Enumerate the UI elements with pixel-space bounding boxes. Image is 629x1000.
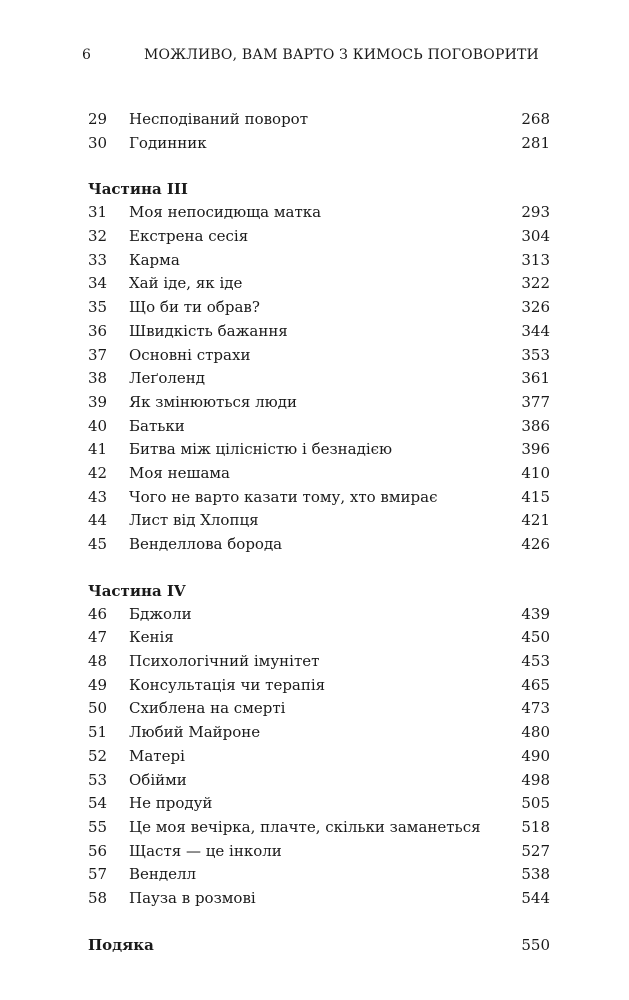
toc-entry <box>88 509 550 533</box>
toc-entry <box>88 626 550 650</box>
chapter-page: 505 <box>521 794 550 813</box>
chapter-title: Карма <box>129 250 180 269</box>
chapter-title: Хай іде, як іде <box>129 274 243 293</box>
acknowledgments-entry <box>88 933 550 957</box>
chapter-title: Моя непосидюща матка <box>129 203 322 222</box>
chapter-number: 34 <box>88 274 108 293</box>
chapter-number: 55 <box>88 817 108 836</box>
chapter-title: Швидкість бажання <box>129 321 288 340</box>
chapter-page: 473 <box>521 699 550 718</box>
chapter-title: Що би ти обрав? <box>129 298 260 317</box>
chapter-number: 32 <box>88 227 108 246</box>
toc-entry <box>88 674 550 698</box>
chapter-title: Консультація чи терапія <box>129 675 326 694</box>
table-of-contents <box>88 108 550 957</box>
part-heading <box>88 579 550 603</box>
chapter-title: Венделлова борода <box>129 535 283 553</box>
toc-entry <box>88 769 550 793</box>
toc-entry <box>88 650 550 674</box>
chapter-page: 480 <box>521 723 550 742</box>
toc-entry <box>88 438 550 462</box>
chapter-number: 44 <box>88 511 108 530</box>
toc-entry <box>88 415 550 439</box>
chapter-number: 58 <box>88 888 108 907</box>
chapter-title: Чого не варто казати тому, хто вмирає <box>129 487 438 506</box>
chapter-page: 313 <box>521 250 550 269</box>
chapter-page: 527 <box>521 841 550 860</box>
toc-entry <box>88 296 550 320</box>
chapter-page: 410 <box>521 463 550 482</box>
toc-entry <box>88 721 550 745</box>
chapter-page: 361 <box>521 369 550 388</box>
acknowledgments-title: Подяка <box>88 935 154 954</box>
chapter-number: 47 <box>88 628 108 647</box>
chapter-number: 54 <box>88 794 108 813</box>
chapter-title: Основні страхи <box>129 345 251 364</box>
chapter-title: Психологічний імунітет <box>129 652 320 671</box>
chapter-title: Венделл <box>129 865 197 884</box>
toc-entry <box>88 533 550 557</box>
chapter-page: 396 <box>521 440 550 459</box>
part-heading <box>88 177 550 201</box>
chapter-page: 353 <box>521 345 550 364</box>
part-4-entries <box>88 603 550 911</box>
chapter-number: 36 <box>88 321 108 340</box>
chapter-number: 52 <box>88 746 108 765</box>
chapter-page: 453 <box>521 652 550 671</box>
chapter-number: 45 <box>88 535 108 553</box>
toc-entry <box>88 603 550 627</box>
chapter-page: 544 <box>521 888 550 907</box>
chapter-title: Батьки <box>129 416 185 435</box>
chapter-number: 37 <box>88 345 108 364</box>
chapter-page: 465 <box>521 675 550 694</box>
chapter-title: Моя нешама <box>129 463 230 482</box>
chapter-title: Любий Майроне <box>129 723 261 742</box>
toc-entry <box>88 391 550 415</box>
toc-entry <box>88 863 550 887</box>
chapter-page: 386 <box>521 416 550 435</box>
chapter-title: Битва між цілісністю і безнадією <box>129 440 393 459</box>
chapter-page: 490 <box>521 746 550 765</box>
acknowledgments-page: 550 <box>521 935 550 954</box>
chapter-number: 51 <box>88 723 108 742</box>
chapter-number: 56 <box>88 841 108 860</box>
toc-entry <box>88 745 550 769</box>
toc-entry <box>88 840 550 864</box>
chapter-title: Лист від Хлопця <box>129 511 259 530</box>
toc-entry <box>88 320 550 344</box>
part-title: Частина III <box>88 180 188 199</box>
chapter-page: 439 <box>521 604 550 623</box>
part-3-entries <box>88 201 550 556</box>
chapter-title: Не продуй <box>129 794 213 813</box>
chapter-page: 322 <box>521 274 550 293</box>
toc-entry <box>88 816 550 840</box>
chapter-title: Кенія <box>129 628 174 647</box>
chapter-title: Екстрена сесія <box>129 227 249 246</box>
chapter-title: Це моя вечірка, плачте, скільки заманеться <box>129 817 481 836</box>
chapter-number: 41 <box>88 440 108 459</box>
running-header <box>82 47 552 69</box>
chapter-page: 415 <box>521 487 550 506</box>
chapter-number: 29 <box>88 110 108 128</box>
chapter-page: 304 <box>521 227 550 246</box>
chapter-page: 426 <box>521 535 550 553</box>
toc-entry <box>88 344 550 368</box>
chapter-number: 40 <box>88 416 108 435</box>
chapter-title: Щастя — це інколи <box>129 841 282 860</box>
chapter-number: 43 <box>88 487 108 506</box>
chapter-number: 42 <box>88 463 108 482</box>
toc-entry <box>88 462 550 486</box>
chapter-number: 50 <box>88 699 108 718</box>
chapter-number: 39 <box>88 392 108 411</box>
chapter-title: Несподіваний поворот <box>129 110 309 128</box>
chapter-number: 53 <box>88 770 108 789</box>
toc-entry <box>88 887 550 911</box>
toc-entry <box>88 249 550 273</box>
chapter-page: 293 <box>521 203 550 222</box>
chapter-title: Матері <box>129 746 185 765</box>
toc-entry <box>88 367 550 391</box>
chapter-title: Годинник <box>129 133 207 152</box>
toc-entry <box>88 697 550 721</box>
toc-entry <box>88 225 550 249</box>
chapter-page: 421 <box>521 511 550 530</box>
chapter-page: 450 <box>521 628 550 647</box>
chapter-title: Бджоли <box>129 604 192 623</box>
chapter-number: 57 <box>88 865 108 884</box>
toc-entry <box>88 132 550 156</box>
running-title: МОЖЛИВО, ВАМ ВАРТО З КИМОСЬ ПОГОВОРИТИ <box>144 47 539 63</box>
chapter-number: 49 <box>88 675 108 694</box>
chapter-page: 344 <box>521 321 550 340</box>
chapter-page: 377 <box>521 392 550 411</box>
chapter-number: 35 <box>88 298 108 317</box>
chapter-number: 48 <box>88 652 108 671</box>
page-number: 6 <box>82 47 92 63</box>
toc-entry <box>88 792 550 816</box>
chapter-number: 31 <box>88 203 108 222</box>
chapter-page: 268 <box>521 110 550 128</box>
chapter-number: 30 <box>88 133 108 152</box>
chapter-page: 518 <box>521 817 550 836</box>
chapter-page: 498 <box>521 770 550 789</box>
toc-entry <box>88 486 550 510</box>
chapter-title: Обійми <box>129 770 187 789</box>
part-title: Частина IV <box>88 581 186 600</box>
chapter-page: 538 <box>521 865 550 884</box>
chapter-page: 281 <box>521 133 550 152</box>
chapter-page: 326 <box>521 298 550 317</box>
toc-entry <box>88 201 550 225</box>
chapter-title: Пауза в розмові <box>129 888 256 907</box>
toc-entry <box>88 108 550 132</box>
chapter-number: 46 <box>88 604 108 623</box>
chapter-title: Леґоленд <box>129 369 205 388</box>
toc-entry <box>88 272 550 296</box>
chapter-title: Схиблена на смерті <box>129 699 286 718</box>
chapter-title: Як змінюються люди <box>129 392 297 411</box>
chapter-number: 33 <box>88 250 108 269</box>
chapter-number: 38 <box>88 369 108 388</box>
